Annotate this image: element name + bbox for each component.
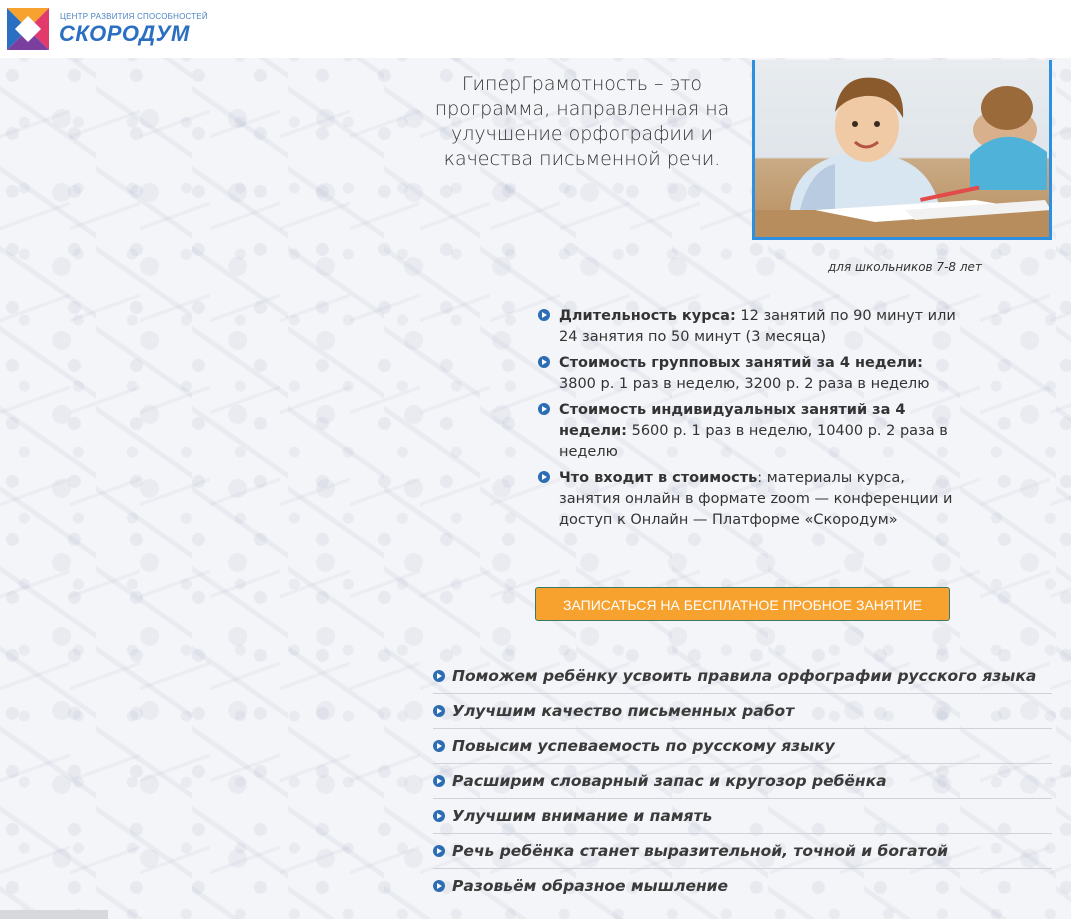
- detail-text: 5600 р. 1 раз в неделю, 10400 р. 2 раза в неделю: [559, 423, 948, 460]
- detail-text: : материалы курса, занятия онлайн в формате zoom — конференции и доступ к Онлайн — Платформе «Скородум»: [559, 470, 953, 528]
- bullet-icon: [433, 775, 445, 787]
- benefit-text: Улучшим качество письменных работ: [452, 702, 795, 720]
- detail-text: 3800 р. 1 раз в неделю, 3200 р. 2 раза в неделю: [559, 376, 930, 392]
- benefit-text: Поможем ребёнку усвоить правила орфографии русского языка: [452, 667, 1037, 685]
- bullet-icon: [433, 670, 445, 682]
- detail-label: Длительность курса:: [559, 308, 736, 324]
- benefit-text: Повысим успеваемость по русскому языку: [452, 737, 835, 755]
- benefit-item: [433, 834, 1052, 869]
- student-photo: [752, 60, 1052, 240]
- course-detail-duration: [538, 306, 958, 348]
- age-caption: для школьников 7-8 лет: [828, 260, 982, 274]
- benefit-item: [433, 694, 1052, 729]
- benefit-item: [433, 764, 1052, 799]
- benefit-item: [433, 659, 1052, 694]
- bullet-icon: [538, 356, 550, 368]
- bullet-icon: [433, 880, 445, 892]
- benefit-text: Разовьём образное мышление: [452, 877, 729, 895]
- student-writing-photo-icon: [755, 60, 1052, 240]
- detail-label: Стоимость групповых занятий за 4 недели:: [559, 355, 923, 371]
- detail-label: Стоимость индивидуальных занятий за 4 недели:: [559, 402, 906, 439]
- bullet-icon: [538, 309, 550, 321]
- skorodum-logo-icon[interactable]: [7, 8, 49, 50]
- benefit-item: [433, 869, 1052, 904]
- bullet-icon: [433, 705, 445, 717]
- course-detail-included: [538, 468, 958, 531]
- benefit-item: [433, 799, 1052, 834]
- logo-name[interactable]: СКОРОДУМ: [59, 21, 190, 46]
- course-detail-group-price: [538, 353, 958, 395]
- free-trial-signup-button[interactable]: ЗАПИСАТЬСЯ НА БЕСПЛАТНОЕ ПРОБНОЕ ЗАНЯТИЕ: [535, 587, 950, 621]
- bullet-icon: [538, 471, 550, 483]
- benefit-text: Расширим словарный запас и кругозор ребёнка: [452, 772, 887, 790]
- course-details-list: [538, 306, 958, 536]
- logo-tagline: ЦЕНТР РАЗВИТИЯ СПОСОБНОСТЕЙ: [60, 12, 208, 21]
- bullet-icon: [433, 810, 445, 822]
- bullet-icon: [538, 403, 550, 415]
- bullet-icon: [433, 740, 445, 752]
- program-intro: ГиперГрамотность – это программа, направленная на улучшение орфографии и качества письменной речи.: [434, 73, 730, 170]
- benefit-item: [433, 729, 1052, 764]
- course-detail-individual-price: [538, 400, 958, 463]
- benefits-list: [433, 659, 1052, 904]
- benefit-text: Речь ребёнка станет выразительной, точной и богатой: [452, 842, 949, 860]
- page-corner-strip: [0, 910, 108, 919]
- benefit-text: Улучшим внимание и память: [452, 807, 713, 825]
- site-header: [0, 0, 1071, 58]
- bullet-icon: [433, 845, 445, 857]
- detail-label: Что входит в стоимость: [559, 470, 758, 486]
- detail-text: 12 занятий по 90 минут или 24 занятия по 50 минут (3 месяца): [559, 308, 956, 345]
